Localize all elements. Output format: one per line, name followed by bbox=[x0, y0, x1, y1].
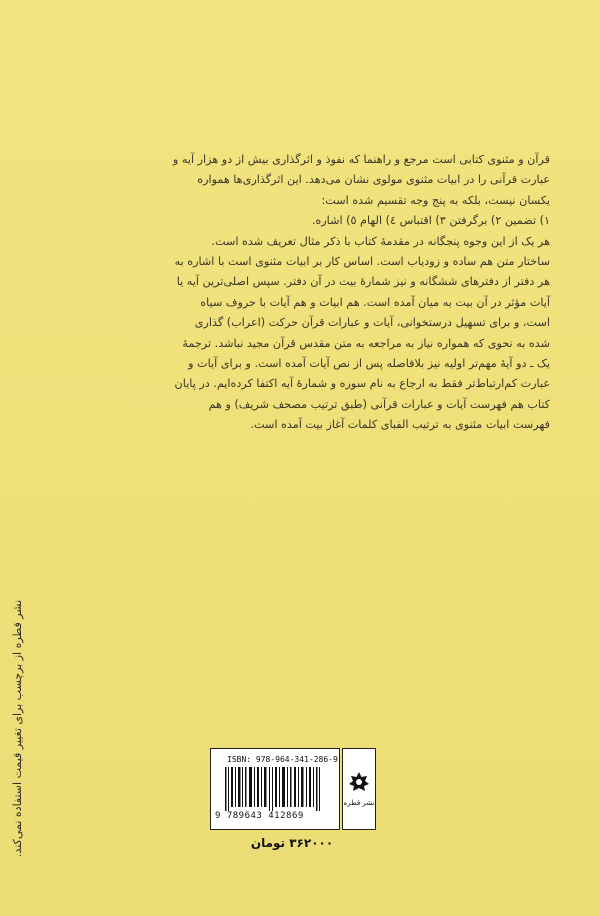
publisher-logo-icon bbox=[348, 771, 370, 793]
blurb-line: عبارت کم‌ارتباط‌تر فقط به ارجاع به نام سوره و شمارهٔ آیه اکتفا کرده‌ایم. در پایان bbox=[174, 377, 550, 391]
blurb-line: آیات مؤثر در آن بیت به میان آمده است. هم ابیات و هم آیات با حروف سیاه bbox=[200, 295, 550, 309]
blurb-line: فهرست ابیات مثنوی به ترتیب الفبای کلمات آغاز بیت آمده است. bbox=[250, 418, 550, 432]
barcode-digits: 9 789643 412869 bbox=[215, 811, 304, 821]
blurb-line: ۱) تضمین ۲) برگرفتن ۳) اقتباس ٤) الهام ٥) اشاره. bbox=[311, 214, 550, 228]
barcode-panel bbox=[210, 748, 340, 830]
blurb-line: یک ـ دو آیهٔ مهم‌تر اولیه نیز بلافاصله پس از نص آیات آمده است. و برای آیات و bbox=[188, 357, 550, 371]
publisher-logo-label: نشر قطره bbox=[343, 799, 375, 807]
price-sticker-note: نشر قطره از برچسب برای تغییر قیمت استفاده نمی‌کند. bbox=[11, 600, 24, 858]
price-label: ۳۶۲۰۰۰ تومان bbox=[250, 836, 334, 850]
blurb-line: کتاب هم فهرست آیات و عبارات قرآنی (طبق ترتیب مصحف شریف) و هم bbox=[208, 397, 550, 411]
blurb-line: قرآن و مثنوی کتابی است مرجع و راهنما که نفوذ و اثرگذاری بیش از دو هزار آیه و bbox=[172, 153, 550, 166]
blurb-line: عبارت قرآنی را در ابیات مثنوی مولوی نشان می‌دهد. این اثرگذاری‌ها همواره bbox=[197, 173, 550, 187]
blurb-text bbox=[155, 150, 550, 436]
barcode-icon bbox=[225, 767, 321, 811]
publisher-logo bbox=[342, 748, 376, 830]
blurb-line: یکسان نیست، بلکه به پنج وجه تقسیم شده است: bbox=[321, 193, 550, 207]
blurb-line: ساختار متن هم ساده و زودیاب است. اساس کار بر ابیات مثنوی است با اشاره به bbox=[174, 255, 550, 269]
blurb-line: هر یک از این وجوه پنجگانه در مقدمهٔ کتاب با ذکر مثال تعریف شده است. bbox=[211, 234, 550, 248]
blurb-line: شده به نحوی که همواره نیاز به مراجعه به متن مقدس قرآن مجید نباشد. ترجمهٔ bbox=[182, 336, 550, 350]
blurb-line: است، و برای تسهیل درستخوانی، آیات و عبارات قرآن حرکت‌ (اعراب) گذاری bbox=[194, 316, 550, 330]
blurb-line: هر دفتر از دفترهای ششگانه و نیز شمارهٔ بیت در آن دفتر. سپس اصلی‌ترین آیه یا bbox=[176, 275, 550, 289]
isbn-label: ISBN: 978-964-341-286-9 bbox=[227, 755, 338, 764]
